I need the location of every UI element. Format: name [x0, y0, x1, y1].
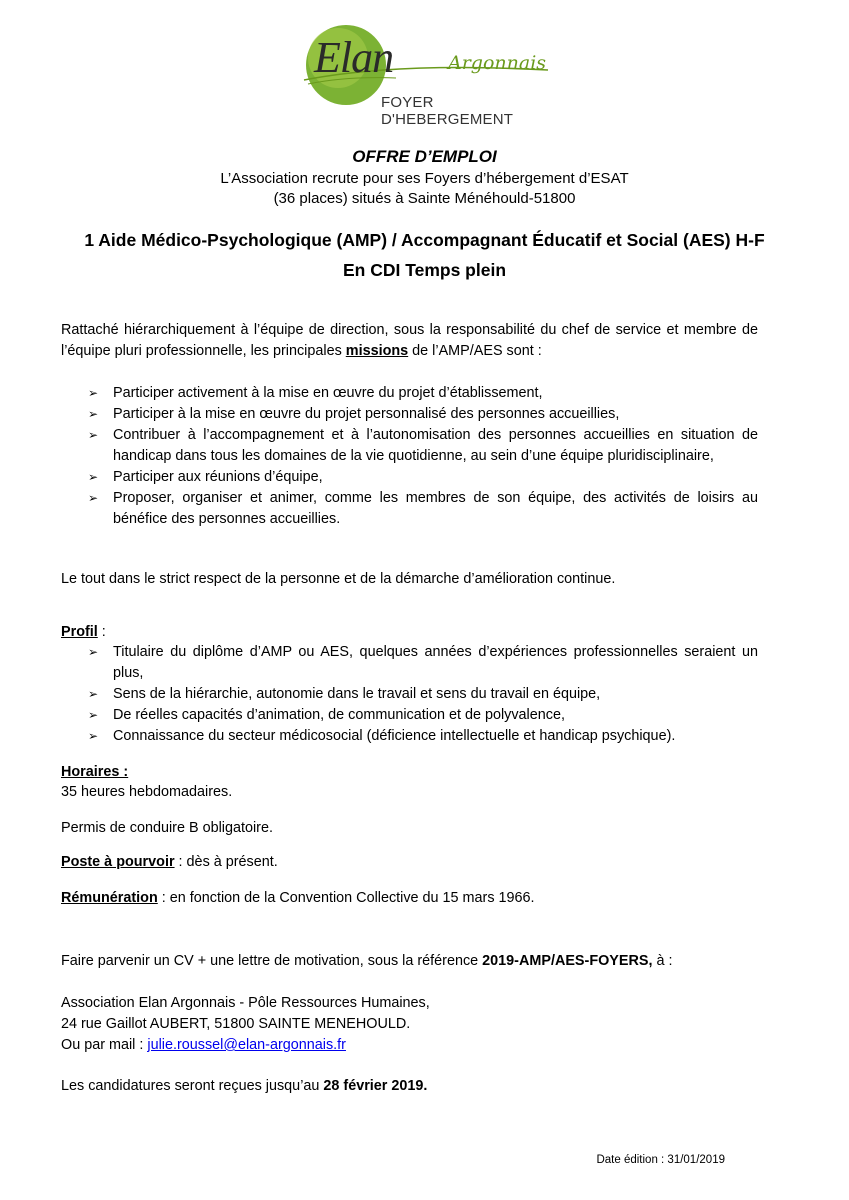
logo-tagline: FOYER D'HEBERGEMENT: [381, 94, 514, 128]
arrow-bullet-icon: ➢: [88, 645, 99, 659]
arrow-bullet-icon: ➢: [88, 687, 99, 701]
list-item: ➢ Participer aux réunions d’équipe,: [61, 467, 758, 488]
logo-subbrand: Argonnais: [448, 52, 547, 74]
arrow-bullet-icon: ➢: [88, 407, 99, 421]
arrow-bullet-icon: ➢: [88, 386, 99, 400]
profil-heading: Profil :: [61, 624, 106, 640]
arrow-bullet-icon: ➢: [88, 428, 99, 442]
list-item: ➢ Participer à la mise en œuvre du projet personnalisé des personnes accueillies,: [61, 404, 758, 425]
intro-text: Rattaché hiérarchiquement à l’équipe de direction, sous la responsabilité du chef de service et membre de l’équipe pluri professionnelle, les principales: [61, 322, 758, 359]
permis-requirement: Permis de conduire B obligatoire.: [61, 820, 273, 836]
deadline-line: Les candidatures seront reçues jusqu’au 28 février 2019.: [61, 1078, 428, 1094]
arrow-bullet-icon: ➢: [88, 708, 99, 722]
arrow-bullet-icon: ➢: [88, 491, 99, 505]
list-item: ➢ Participer activement à la mise en œuvre du projet d’établissement,: [61, 383, 758, 404]
horaires-heading: Horaires :: [61, 764, 129, 780]
application-instructions: Faire parvenir un CV + une lettre de motivation, sous la référence 2019-AMP/AES-FOYERS, à :: [61, 953, 673, 969]
missions-keyword: missions: [345, 343, 409, 359]
logo-brand: Elan: [314, 33, 394, 82]
intro-paragraph: [61, 320, 758, 362]
list-item: ➢ Contribuer à l’accompagnement et à l’autonomisation des personnes accueillies en situation de handicap dans tous les domaines de la vie quotidienne, au sein d’une équipe pluridisciplinaire,: [88, 427, 758, 464]
horaires-value: 35 heures hebdomadaires.: [61, 784, 233, 800]
association-line-1: L’Association recrute pour ses Foyers d’hébergement d’ESAT: [220, 170, 629, 187]
deadline-date: 28 février 2019.: [323, 1078, 428, 1094]
job-reference: 2019-AMP/AES-FOYERS,: [482, 953, 653, 969]
arrow-bullet-icon: ➢: [88, 470, 99, 484]
remuneration-line: Rémunération : en fonction de la Convention Collective du 15 mars 1966.: [61, 890, 535, 906]
intro-text-end: de l’AMP/AES sont :: [408, 343, 542, 359]
list-item: ➢ Titulaire du diplôme d’AMP ou AES, quelques années d’expériences professionnelles seraient un plus,: [88, 644, 758, 681]
association-line-2: (36 places) situés à Sainte Ménéhould-51800: [273, 190, 576, 207]
respect-statement: Le tout dans le strict respect de la personne et de la démarche d’amélioration continue.: [61, 571, 616, 587]
offer-title: OFFRE D’EMPLOI: [352, 147, 497, 166]
list-item: ➢ De réelles capacités d’animation, de communication et de polyvalence,: [61, 705, 758, 726]
address-line-1: Association Elan Argonnais - Pôle Ressources Humaines,: [61, 995, 430, 1011]
list-item: ➢ Sens de la hiérarchie, autonomie dans le travail et sens du travail en équipe,: [61, 684, 758, 705]
email-link[interactable]: julie.roussel@elan-argonnais.fr: [147, 1037, 346, 1053]
profil-list: [61, 642, 758, 747]
email-line: Ou par mail : julie.roussel@elan-argonnais.fr: [61, 1037, 346, 1053]
arrow-bullet-icon: ➢: [88, 729, 99, 743]
date-edition: Date édition : 31/01/2019: [596, 1154, 725, 1166]
job-title: 1 Aide Médico-Psychologique (AMP) / Accompagnant Éducatif et Social (AES) H-F: [84, 230, 765, 250]
list-item: ➢ Proposer, organiser et animer, comme les membres de son équipe, des activités de loisirs au bénéfice des personnes accueillies.: [88, 490, 758, 527]
contract-type: En CDI Temps plein: [342, 260, 507, 280]
poste-line: Poste à pourvoir : dès à présent.: [61, 854, 278, 870]
address-line-2: 24 rue Gaillot AUBERT, 51800 SAINTE MENEHOULD.: [61, 1016, 411, 1032]
elan-argonnais-logo: [286, 22, 566, 128]
list-item: ➢ Connaissance du secteur médicosocial (déficience intellectuelle et handicap psychique).: [61, 726, 758, 747]
profil-label: Profil: [61, 624, 98, 640]
missions-list: [61, 383, 758, 530]
